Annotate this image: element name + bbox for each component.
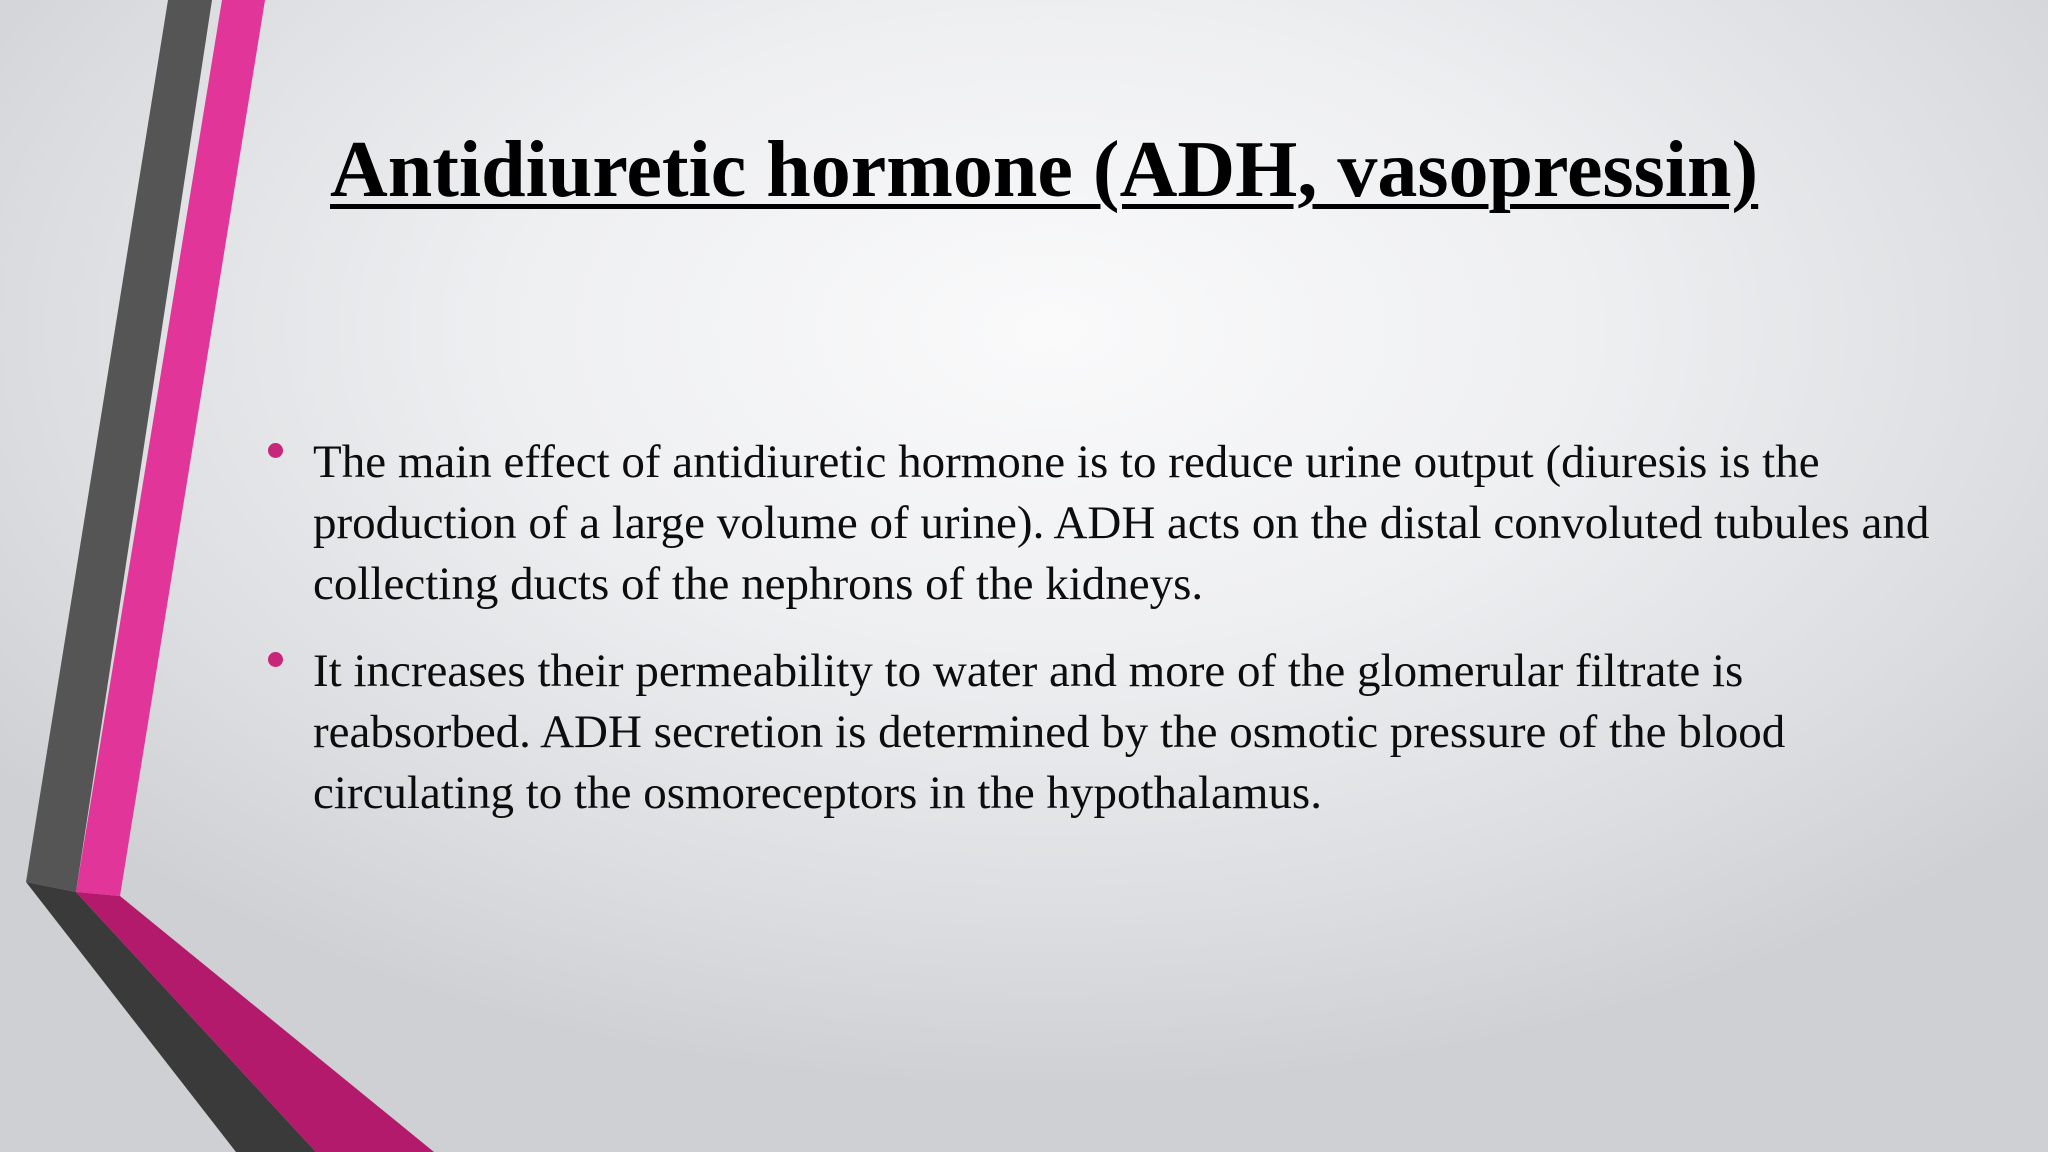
bullet-text: It increases their permeability to water and more of the glomerular filtrate is reabsorbed. ADH secretion is determined by the osmotic pressure of the blood circulating to the osmoreceptors in the hypothalamus. bbox=[313, 645, 1786, 819]
slide-title: Antidiuretic hormone (ADH, vasopressin) bbox=[330, 126, 1759, 214]
bullet-item bbox=[265, 641, 1945, 824]
bullet-list bbox=[265, 432, 1945, 850]
bullet-item bbox=[265, 432, 1945, 615]
bullet-point-icon bbox=[268, 652, 283, 667]
dark-stripe-diagonal bbox=[26, 882, 316, 1152]
bullet-point-icon bbox=[268, 443, 283, 458]
bullet-text: The main effect of antidiuretic hormone is to reduce urine output (diuresis is the production of a large volume of urine). ADH acts on the distal convoluted tubules and collecting ducts of the nephrons of the kidneys. bbox=[313, 436, 1930, 610]
